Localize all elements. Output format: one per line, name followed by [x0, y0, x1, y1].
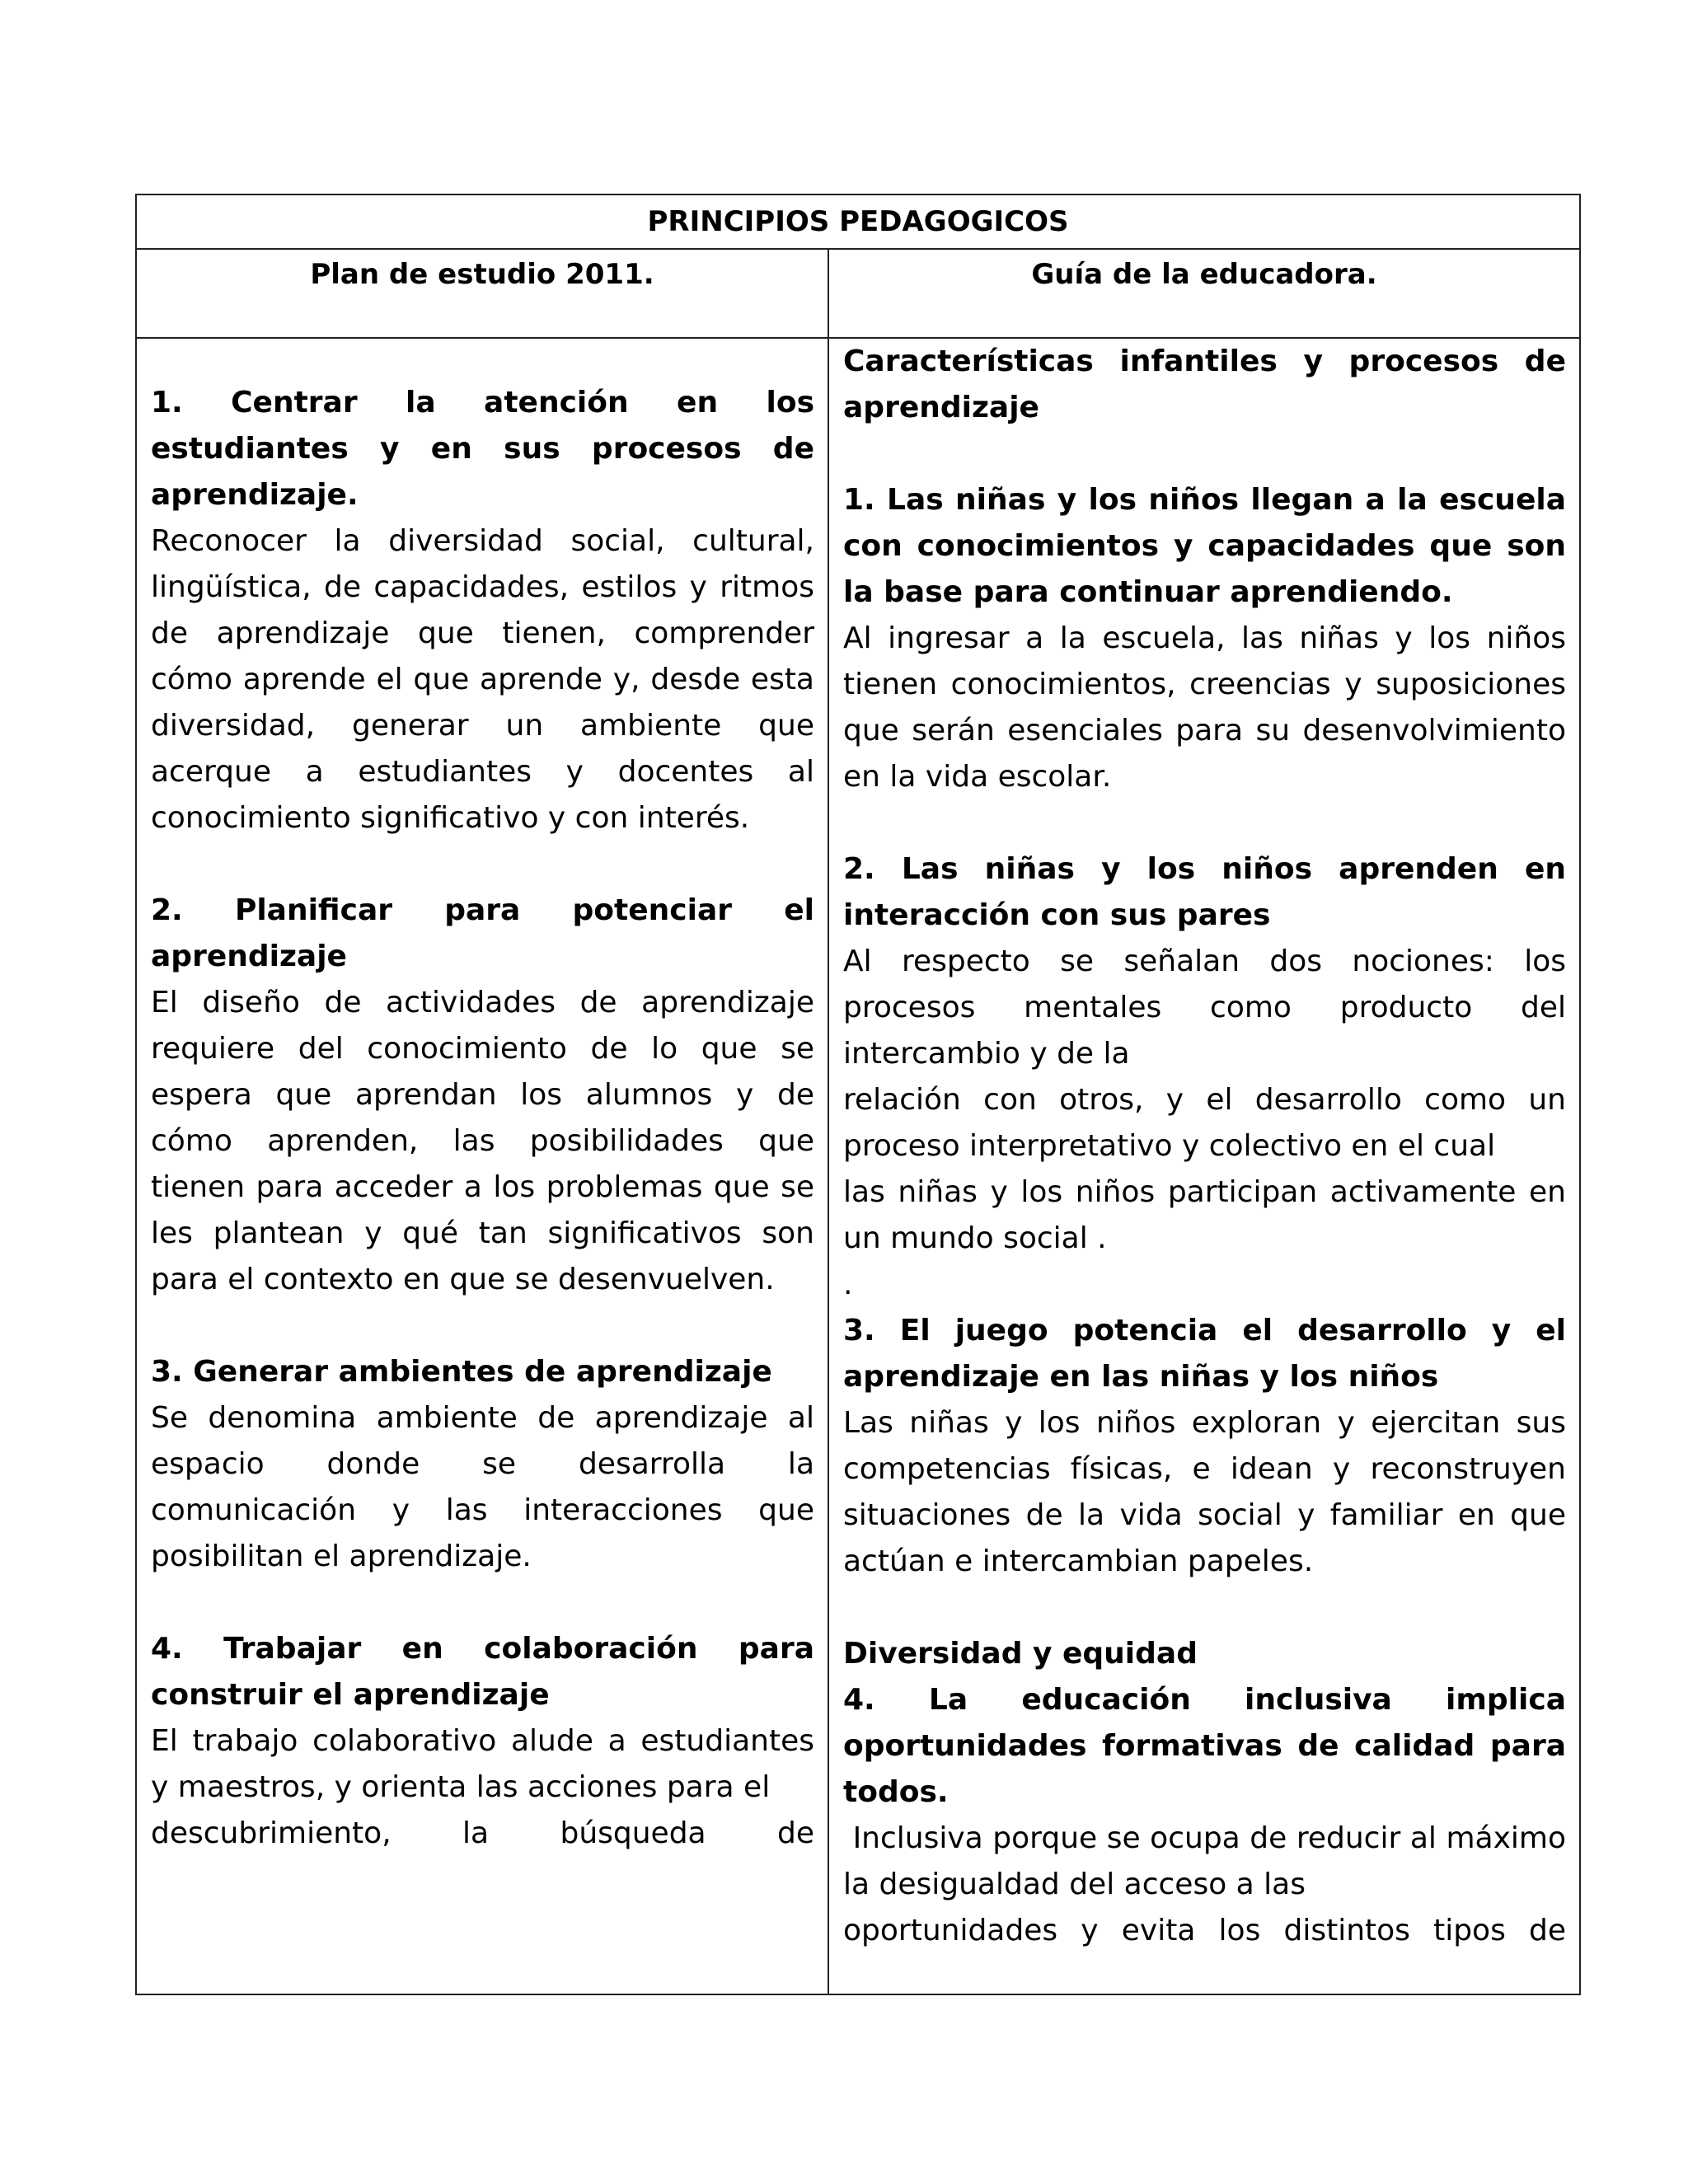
right-principle-3-title: 3. El juego potencia el desarrollo y el aprendizaje en las niñas y los niños	[843, 1314, 1566, 1394]
left-principle-3-text: Se denomina ambiente de aprendizaje al espacio donde se desarrolla la comunicación y las interacciones que posibilitan el aprendizaje.	[151, 1401, 814, 1573]
left-column-header: Plan de estudio 2011.	[136, 249, 828, 338]
right-section-1-heading: Características infantiles y procesos de aprendizaje	[843, 344, 1566, 424]
right-principle-2-text-a: Al respecto se señalan dos nociones: los procesos mentales como producto del intercambio y de la	[843, 944, 1566, 1071]
table-title: PRINCIPIOS PEDAGOGICOS	[136, 194, 1580, 249]
left-principle-4-text-b: descubrimiento, la búsqueda de	[151, 1816, 814, 1850]
principles-table	[135, 194, 1581, 1995]
right-principle-4-text-b: oportunidades y evita los distintos tipos de	[843, 1914, 1566, 1947]
right-principle-3-text: Las niñas y los niños exploran y ejercitan sus competencias físicas, e idean y reconstruyen situaciones de la vida social y familiar en que actúan e intercambian papeles.	[843, 1406, 1566, 1578]
right-principle-2-dot: .	[843, 1268, 853, 1301]
left-principle-3-title: 3. Generar ambientes de aprendizaje	[151, 1355, 772, 1389]
right-column-body	[828, 338, 1580, 1994]
right-principle-1-text: Al ingresar a la escuela, las niñas y los niños tienen conocimientos, creencias y suposiciones que serán esenciales para su desenvolvimiento en la vida escolar.	[843, 621, 1566, 794]
right-principle-4-title: 4. La educación inclusiva implica oportunidades formativas de calidad para todos.	[843, 1683, 1566, 1809]
left-principle-4-title: 4. Trabajar en colaboración para construir el aprendizaje	[151, 1632, 814, 1712]
right-section-2-heading: Diversidad y equidad	[843, 1637, 1198, 1671]
right-principle-2-text-b: relación con otros, y el desarrollo como un proceso interpretativo y colectivo en el cual	[843, 1083, 1566, 1163]
left-principle-4-text-a: El trabajo colaborativo alude a estudiantes y maestros, y orienta las acciones para el	[151, 1724, 814, 1804]
right-principle-4-text-a: Inclusiva porque se ocupa de reducir al máximo la desigualdad del acceso a las	[843, 1821, 1576, 1901]
right-column-header: Guía de la educadora.	[828, 249, 1580, 338]
right-principle-2-title: 2. Las niñas y los niños aprenden en interacción con sus pares	[843, 852, 1566, 932]
left-principle-2-title: 2. Planificar para potenciar el aprendizaje	[151, 893, 814, 973]
left-column-body	[136, 338, 828, 1994]
left-principle-1-text: Reconocer la diversidad social, cultural, lingüística, de capacidades, estilos y ritmos de aprendizaje que tienen, comprender cómo aprende el que aprende y, desde esta diversidad, generar un ambiente que acerque a estudiantes y docentes al conocimiento significativo y con interés.	[151, 524, 814, 835]
left-principle-2-text: El diseño de actividades de aprendizaje requiere del conocimiento de lo que se espera que aprendan los alumnos y de cómo aprenden, las posibilidades que tienen para acceder a los problemas que se les plantean y qué tan significativos son para el contexto en que se desenvuelven.	[151, 986, 814, 1296]
right-principle-1-title: 1. Las niñas y los niños llegan a la escuela con conocimientos y capacidades que son la base para continuar aprendiendo.	[843, 483, 1566, 609]
left-principle-1-title: 1. Centrar la atención en los estudiantes y en sus procesos de aprendizaje.	[151, 386, 814, 512]
right-principle-2-text-c: las niñas y los niños participan activamente en un mundo social .	[843, 1175, 1566, 1255]
